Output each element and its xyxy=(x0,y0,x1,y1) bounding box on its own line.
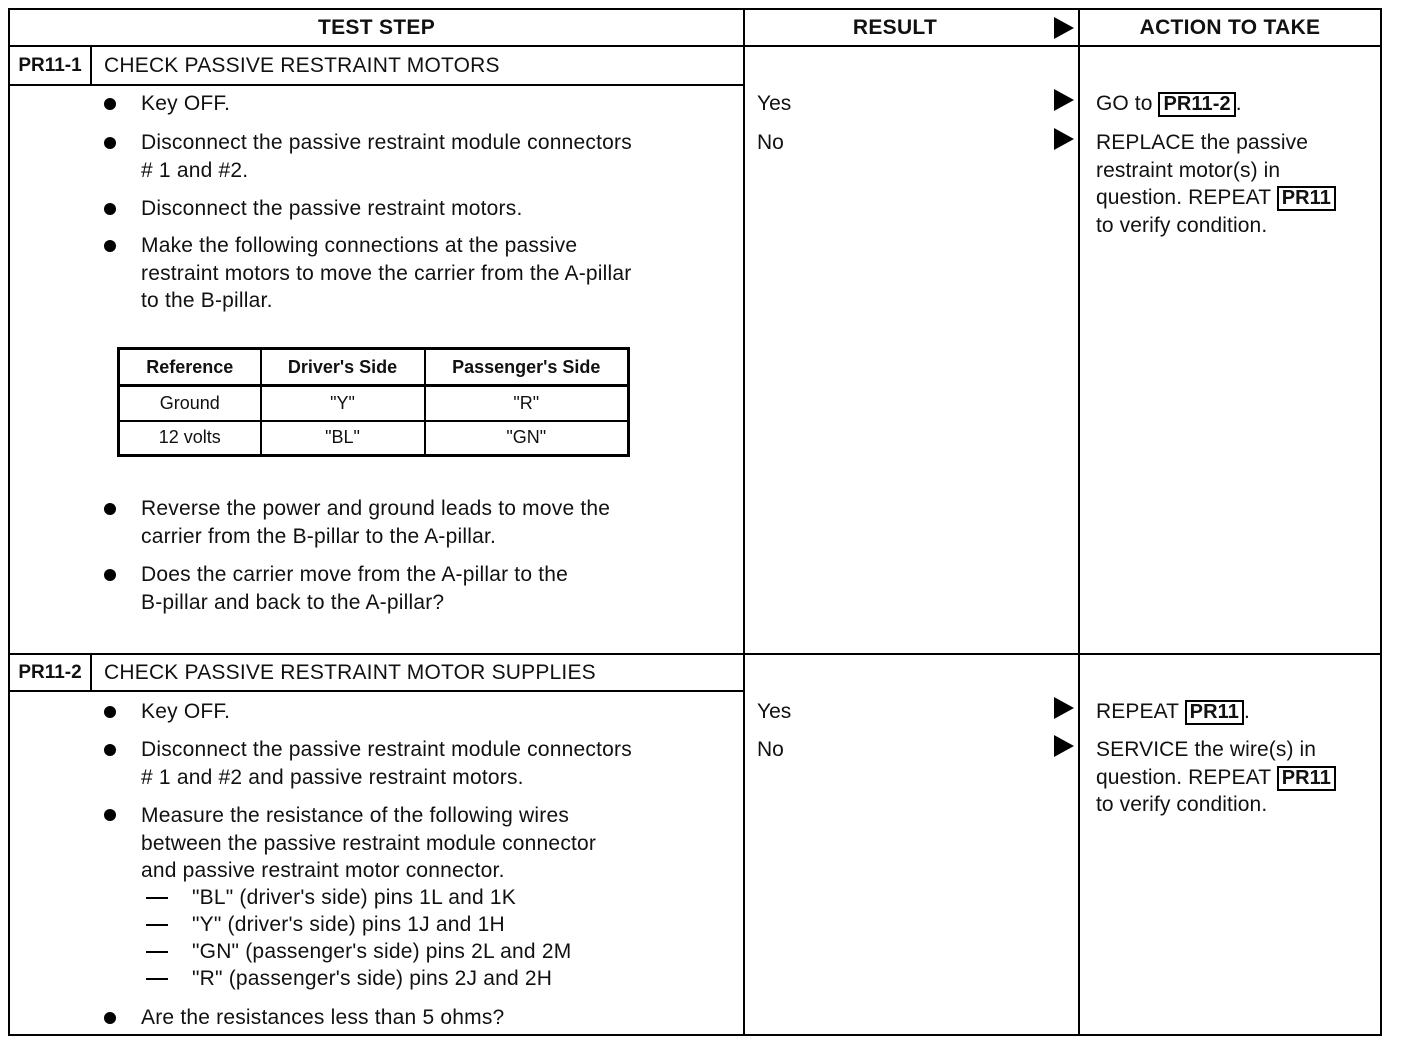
step-title: CHECK PASSIVE RESTRAINT MOTOR SUPPLIES xyxy=(104,660,596,684)
bullet-icon xyxy=(104,503,116,515)
step1-title-underline xyxy=(8,84,745,86)
sub-item-text: "R" (passenger's side) pins 2J and 2H xyxy=(192,967,553,990)
step1-id-divider xyxy=(90,45,92,86)
bullet-icon xyxy=(104,203,116,215)
table-bottom-border xyxy=(8,1034,1382,1036)
table-right-border xyxy=(1380,8,1382,1036)
bullet-icon xyxy=(104,240,116,252)
table-cell: 12 volts xyxy=(119,421,261,456)
bullet-icon xyxy=(104,98,116,110)
bullet-icon xyxy=(104,744,116,756)
step2-id-divider xyxy=(90,653,92,692)
instruction-text: Are the resistances less than 5 ohms? xyxy=(141,1006,505,1029)
instruction-text: Disconnect the passive restraint module connectors # 1 and #2 and passive restraint motors. xyxy=(141,738,632,789)
table-row xyxy=(119,421,629,456)
triangle-right-icon xyxy=(1054,735,1074,757)
step-reference-link[interactable]: PR11 xyxy=(1277,186,1336,211)
dash-icon xyxy=(146,978,168,980)
bullet-icon xyxy=(104,809,116,821)
instruction-text: Reverse the power and ground leads to move the carrier from the B-pillar to the A-pillar. xyxy=(141,497,611,548)
triangle-right-icon xyxy=(1054,128,1074,150)
dash-icon xyxy=(146,897,168,899)
dash-icon xyxy=(146,951,168,953)
sub-item-text: "Y" (driver's side) pins 1J and 1H xyxy=(192,913,505,936)
action-text: REPLACE the passive restraint motor(s) in question. REPEAT PR11 to verify condition. xyxy=(1096,129,1336,239)
instruction-text: Does the carrier move from the A-pillar to the B-pillar and back to the A-pillar? xyxy=(141,563,569,614)
instruction-text: Disconnect the passive restraint motors. xyxy=(141,197,523,220)
table-cell: "BL" xyxy=(261,421,425,456)
result-no: No xyxy=(757,131,784,154)
result-yes: Yes xyxy=(757,700,792,723)
bullet-icon xyxy=(104,706,116,718)
table-cell: "GN" xyxy=(425,421,629,456)
instruction-text: Disconnect the passive restraint module connectors # 1 and #2. xyxy=(141,131,632,182)
step-reference-link[interactable]: PR11-2 xyxy=(1158,92,1235,117)
triangle-right-icon xyxy=(1054,17,1074,39)
bullet-icon xyxy=(104,137,116,149)
sub-item-text: "BL" (driver's side) pins 1L and 1K xyxy=(192,886,516,909)
action-text: GO to PR11-2 . xyxy=(1096,92,1242,115)
action-text: REPEAT PR11 . xyxy=(1096,700,1250,723)
result-yes: Yes xyxy=(757,92,792,115)
header-test-step: TEST STEP xyxy=(317,16,436,39)
step-id: PR11-2 xyxy=(18,661,82,683)
step-id: PR11-1 xyxy=(18,54,82,76)
column-divider-result xyxy=(743,8,745,1036)
step-reference-link[interactable]: PR11 xyxy=(1277,766,1336,791)
column-divider-action xyxy=(1078,8,1080,1036)
result-no: No xyxy=(757,738,784,761)
table-header-cell: Driver's Side xyxy=(261,349,425,386)
instruction-text: Key OFF. xyxy=(141,92,231,115)
step-reference-link[interactable]: PR11 xyxy=(1185,700,1244,725)
sub-item-text: "GN" (passenger's side) pins 2L and 2M xyxy=(192,940,572,963)
header-result: RESULT xyxy=(852,16,938,39)
step2-title-underline xyxy=(8,690,745,692)
table-header-cell: Reference xyxy=(119,349,261,386)
step-title: CHECK PASSIVE RESTRAINT MOTORS xyxy=(104,53,500,77)
instruction-text: Measure the resistance of the following wires between the passive restraint module connector and passive restraint motor connector. xyxy=(141,804,597,882)
instruction-text: Make the following connections at the passive restraint motors to move the carrier from the A-pillar to the B-pillar. xyxy=(141,234,632,312)
triangle-right-icon xyxy=(1054,89,1074,111)
table-header-row xyxy=(119,349,629,386)
table-cell: "Y" xyxy=(261,386,425,421)
table-left-border xyxy=(8,8,10,1036)
dash-icon xyxy=(146,924,168,926)
triangle-right-icon xyxy=(1054,697,1074,719)
connection-table xyxy=(117,347,630,457)
bullet-icon xyxy=(104,1012,116,1024)
table-row xyxy=(119,386,629,421)
table-cell: "R" xyxy=(425,386,629,421)
action-text: SERVICE the wire(s) in question. REPEAT PR11 to verify condition. xyxy=(1096,736,1336,819)
table-cell: Ground xyxy=(119,386,261,421)
bullet-icon xyxy=(104,569,116,581)
instruction-text: Key OFF. xyxy=(141,700,231,723)
table-header-cell: Passenger's Side xyxy=(425,349,629,386)
header-action: ACTION TO TAKE xyxy=(1139,16,1321,39)
